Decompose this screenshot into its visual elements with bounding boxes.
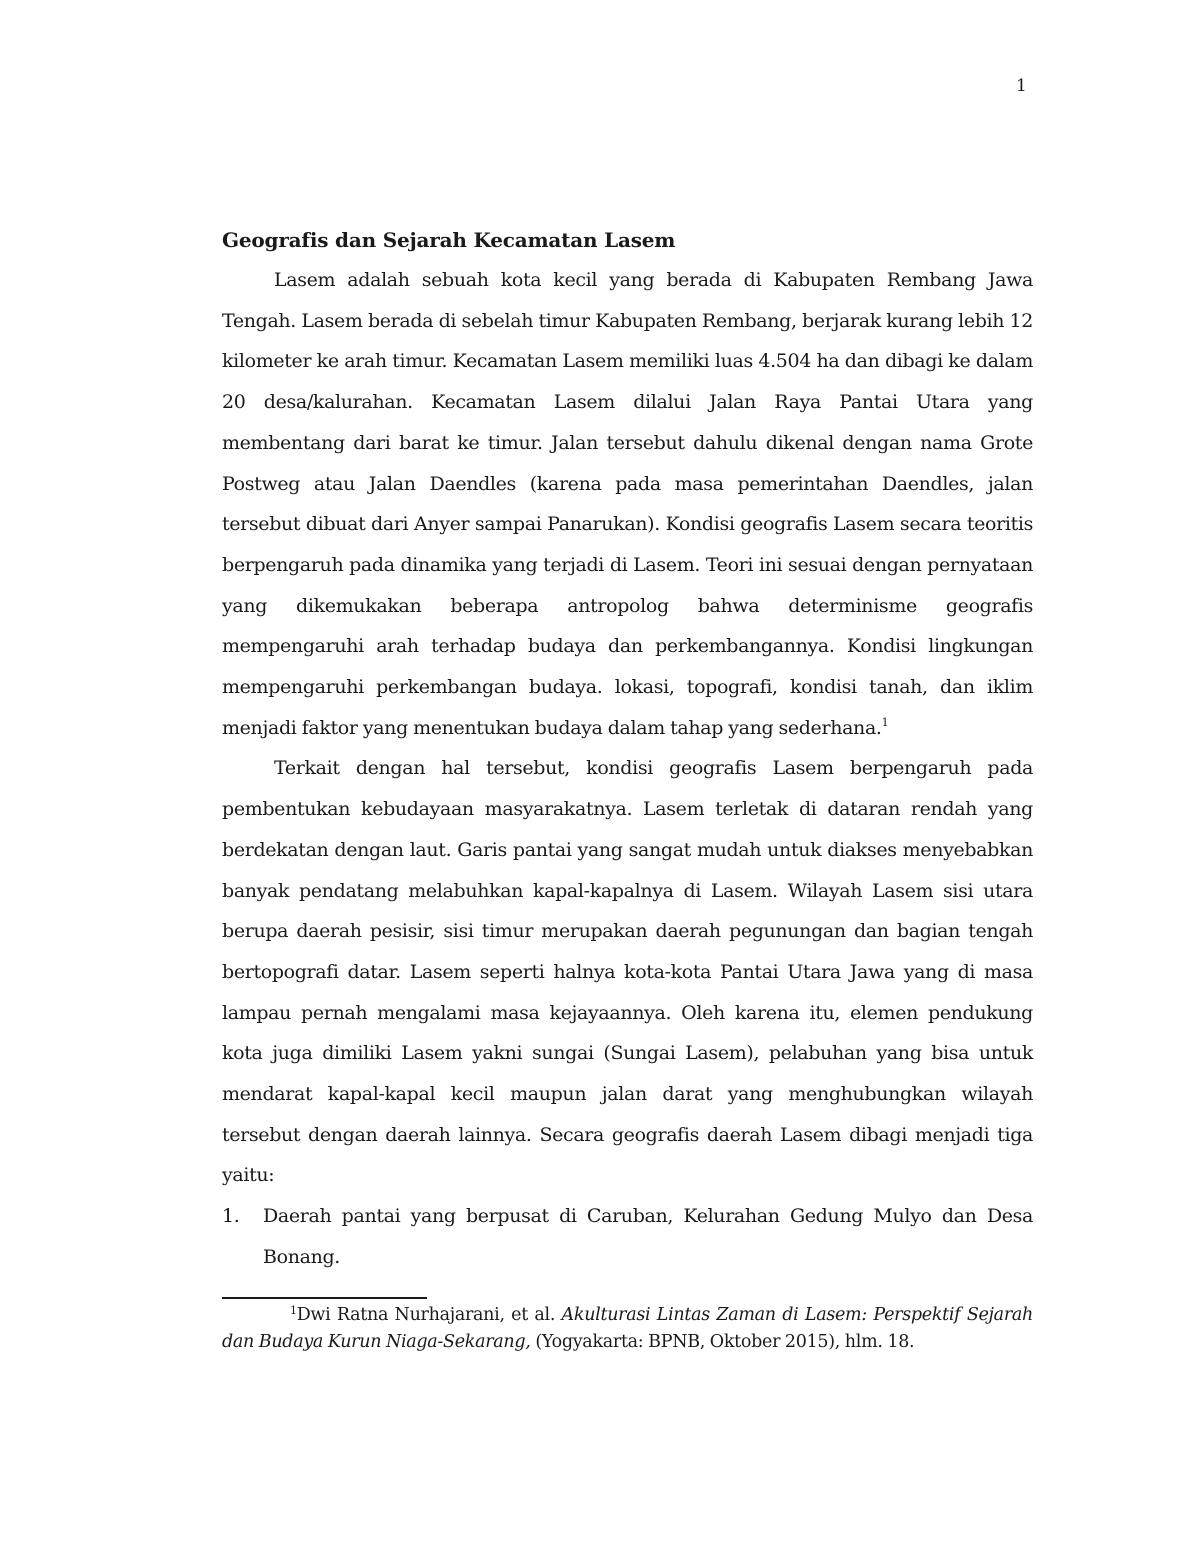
paragraph-1-text: Lasem adalah sebuah kota kecil yang berada di Kabupaten Rembang Jawa Tengah. Lasem berada di sebelah timur Kabupaten Rembang, berjarak kurang lebih 12 kilometer ke arah timur. Kecamatan Lasem memiliki luas 4.504 ha dan dibagi ke dalam 20 desa/kalurahan. Kecamatan Lasem dilalui Jalan Raya Pantai Utara yang membentang dari barat ke timur. Jalan tersebut dahulu dikenal dengan nama Grote Postweg atau Jalan Daendles (karena pada masa pemerintahan Daendles, jalan tersebut dibuat dari Anyer sampai Panarukan). Kondisi geografis Lasem secara teoritis berpengaruh pada dinamika yang terjadi di Lasem. Teori ini sesuai dengan pernyataan yang dikemukakan beberapa antropolog bahwa determinisme geografis mempengaruhi arah terhadap budaya dan perkembangannya. Kondisi lingkungan mempengaruhi perkembangan budaya. lokasi, topografi, kondisi tanah, dan iklim menjadi faktor yang menentukan budaya dalam tahap yang sederhana. [222,269,1033,739]
paragraph-1 [222,260,1033,748]
paragraph-2: Terkait dengan hal tersebut, kondisi geografis Lasem berpengaruh pada pembentukan kebudayaan masyarakatnya. Lasem terletak di dataran rendah yang berdekatan dengan laut. Garis pantai yang sangat mudah untuk diakses menyebabkan banyak pendatang melabuhkan kapal-kapalnya di Lasem. Wilayah Lasem sisi utara berupa daerah pesisir, sisi timur merupakan daerah pegunungan dan bagian tengah bertopografi datar. Lasem seperti halnya kota-kota Pantai Utara Jawa yang di masa lampau pernah mengalami masa kejayaannya. Oleh karena itu, elemen pendukung kota juga dimiliki Lasem yakni sungai (Sungai Lasem), pelabuhan yang bisa untuk mendarat kapal-kapal kecil maupun jalan darat yang menghubungkan wilayah tersebut dengan daerah lainnya. Secara geografis daerah Lasem dibagi menjadi tiga yaitu: [222,757,1033,1187]
footnote-authors: Dwi Ratna Nurhajarani, et al. [296,1305,562,1325]
footnote-title: Akulturasi Lintas Zaman di Lasem: Perspektif Sejarah dan Budaya Kurun Niaga-Sekarang, [222,1305,1033,1352]
page-number: 1 [1016,76,1027,96]
list-item-text: Daerah pantai yang berpusat di Caruban, Kelurahan Gedung Mulyo dan Desa Bonang. [263,1205,1033,1268]
footnote-publication: (Yogyakarta: BPNB, Oktober 2015), hlm. 18. [530,1332,915,1352]
section-heading: Geografis dan Sejarah Kecamatan Lasem [222,228,676,252]
numbered-list [222,1196,1033,1277]
list-item-number: 1. [222,1205,240,1228]
list-item [222,1196,1033,1277]
body-content [222,220,1033,1278]
footnote-number: 1 [290,1304,297,1317]
footnote-separator [222,1297,427,1299]
footnote [222,1302,1033,1356]
footnote-reference[interactable]: 1 [881,715,889,729]
